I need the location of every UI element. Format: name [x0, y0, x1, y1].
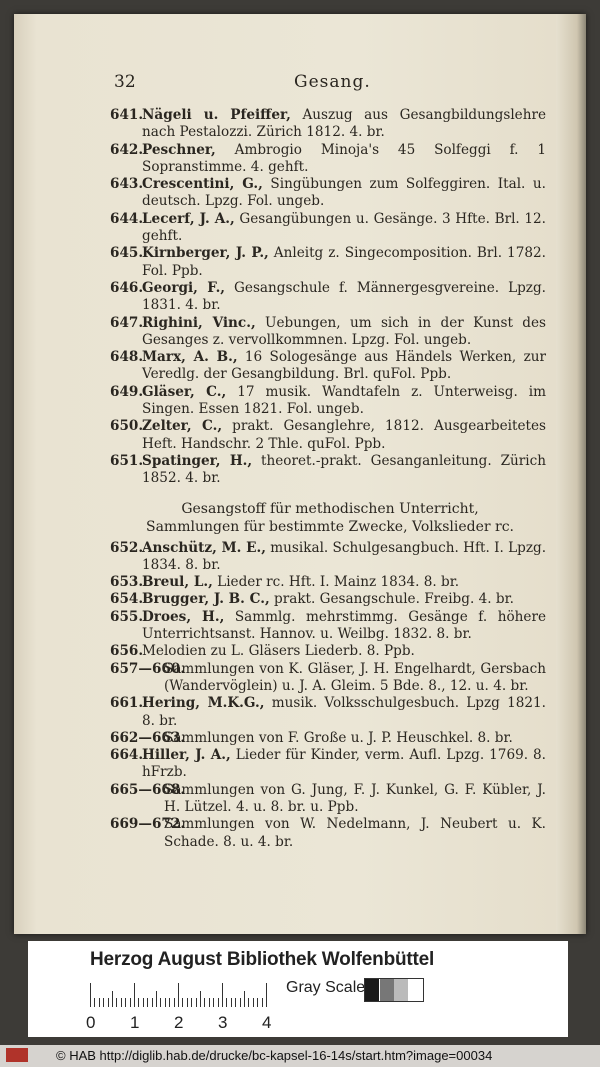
entries-group-b [110, 539, 547, 851]
entry-number: 656. [110, 643, 144, 660]
catalog-entry [110, 608, 546, 644]
library-footer [28, 941, 568, 1037]
entry-author: Droes, H., [142, 608, 225, 625]
entry-author: Lecerf, J. A., [142, 210, 235, 227]
entry-number: 648. [110, 349, 144, 366]
page-edge [556, 14, 586, 934]
entry-author: Spatinger, H., [142, 452, 253, 469]
entry-author: Kirnberger, J. P., [142, 245, 269, 262]
catalog-entry [110, 574, 546, 591]
entry-number: 664. [110, 747, 144, 764]
ruler-tick [174, 998, 175, 1007]
entry-author: Hering, M.K.G., [142, 695, 265, 712]
ruler-tick [257, 998, 258, 1007]
entry-text: Lieder für Kinder, verm. Aufl. Lpzg. 1769. 8. hFrzb. [142, 747, 546, 781]
ruler-tick [134, 983, 135, 1007]
entry-text: 16 Sologesänge aus Händels Werken, zur Veredlg. der Gesangbildung. Brl. quFol. Ppb. [142, 349, 546, 383]
entry-author: Peschner, [142, 141, 216, 158]
ruler-tick [156, 991, 157, 1007]
entry-number: 652. [110, 539, 144, 556]
ruler-label: 0 [86, 1013, 96, 1032]
entry-text: prakt. Gesangschule. Freibg. 4. br. [269, 591, 514, 608]
entry-author: Nägeli u. Pfeiffer, [142, 107, 291, 123]
entry-text: Uebungen, um sich in der Kunst des Gesanges z. vervollkommnen. Lpzg. Fol. ungeb. [142, 314, 546, 348]
entry-number: 657—660. [110, 660, 186, 677]
ruler-tick [226, 998, 227, 1007]
catalog-entry [110, 245, 546, 280]
entry-author: Anschütz, M. E., [142, 539, 266, 556]
catalog-entry [110, 643, 546, 660]
ruler-tick [178, 983, 179, 1007]
catalog-entry [110, 660, 546, 696]
ruler-tick [143, 998, 144, 1007]
catalog-entry [110, 141, 546, 177]
entry-author: Righini, Vinc., [142, 314, 256, 331]
entry-number: 643. [110, 176, 144, 193]
entry-number: 655. [110, 608, 144, 625]
catalog-entry [110, 816, 546, 851]
entry-number: 669—672. [110, 816, 186, 833]
gray-scale-swatches [364, 978, 424, 1002]
entry-text: Gesangschule f. Männergesgvereine. Lpzg. 1831. 4. br. [142, 279, 546, 314]
entry-text: prakt. Gesanglehre, 1812. Ausgearbeitetes Heft. Handschr. 2 Thle. quFol. Ppb. [142, 418, 546, 452]
ruler-tick [235, 998, 236, 1007]
catalog-entry [110, 349, 546, 384]
catalog-entry [110, 418, 546, 453]
ruler-tick [218, 998, 219, 1007]
gray-scale-label: Gray Scale [286, 979, 366, 996]
ruler-tick [169, 998, 170, 1007]
entry-text: theoret.-prakt. Gesanganleitung. Zürich 1852. 4. br. [142, 452, 546, 487]
entry-text: Auszug aus Gesangbildungslehre nach Pestalozzi. Zürich 1812. 4. br. [142, 107, 547, 141]
entry-number: 647. [110, 314, 144, 331]
ruler-tick [187, 998, 188, 1007]
ruler-label: 4 [262, 1013, 272, 1032]
ruler-tick [244, 991, 245, 1007]
ruler-tick [196, 998, 197, 1007]
ruler-tick [160, 998, 161, 1007]
entry-author: Zelter, C., [142, 418, 223, 435]
ruler-tick [266, 983, 267, 1007]
entry-text: Anleitg z. Singecomposition. Brl. 1782. Fol. Ppb. [142, 245, 546, 279]
catalog-entry [110, 210, 546, 246]
ruler-tick [125, 998, 126, 1007]
ruler-tick [248, 998, 249, 1007]
ruler-tick [231, 998, 232, 1007]
entry-author: Hiller, J. A., [142, 747, 231, 764]
entries-group-a [110, 107, 547, 488]
ruler-label: 2 [174, 1013, 184, 1032]
ruler-tick [165, 998, 166, 1007]
ruler-tick [262, 998, 263, 1007]
running-title: Gesang. [294, 72, 371, 92]
entry-text: Sammlungen von W. Nedelmann, J. Neubert u. K. Schade. 8. u. 4. br. [164, 816, 546, 850]
entry-number: 662—663. [110, 729, 186, 746]
ruler-label: 3 [218, 1013, 228, 1032]
catalog-entry [110, 539, 547, 575]
scale-ruler [86, 977, 280, 1032]
ruler-tick [191, 998, 192, 1007]
ruler-tick [108, 998, 109, 1007]
catalog-entry [110, 747, 546, 782]
catalog-entry [110, 383, 546, 419]
section-heading [104, 500, 556, 536]
entry-text: 17 musik. Wandtafeln z. Unterweisg. im Singen. Essen 1821. Fol. ungeb. [142, 383, 546, 418]
page-number: 32 [114, 72, 136, 92]
ruler-tick [90, 983, 91, 1007]
entry-text: Sammlungen von G. Jung, F. J. Kunkel, G. F. Kübler, J. H. Lützel. 4. u. 8. br. u. Ppb. [164, 781, 546, 815]
catalog-entry [110, 176, 546, 211]
entry-number: 651. [110, 452, 144, 469]
ruler-tick [99, 998, 100, 1007]
entry-number: 665—668. [110, 781, 186, 798]
ruler-tick [112, 991, 113, 1007]
ruler-label: 1 [130, 1013, 140, 1032]
entry-number: 654. [110, 591, 144, 608]
status-bar [0, 1045, 600, 1067]
ruler-tick [240, 998, 241, 1007]
entry-text: Sammlungen von F. Große u. J. P. Heuschkel. 8. br. [164, 729, 513, 746]
ruler-tick [116, 998, 117, 1007]
ruler-tick [103, 998, 104, 1007]
entry-number: 653. [110, 574, 144, 591]
gray-swatch [380, 979, 394, 1001]
entry-author: Crescentini, G., [142, 176, 263, 193]
ruler-tick [138, 998, 139, 1007]
entry-number: 649. [110, 383, 144, 400]
ruler-tick [200, 991, 201, 1007]
ruler-tick [222, 983, 223, 1007]
ruler-tick [213, 998, 214, 1007]
entry-author: Gläser, C., [142, 383, 227, 400]
catalog-entry [110, 695, 546, 730]
entry-number: 642. [110, 141, 144, 158]
entry-number: 650. [110, 418, 144, 435]
ruler-tick [152, 998, 153, 1007]
gray-swatch [394, 979, 408, 1001]
entry-text: musikal. Schulgesangbuch. Hft. I. Lpzg. 1834. 8. br. [142, 539, 547, 573]
ruler-tick [204, 998, 205, 1007]
copyright-url: © HAB http://diglib.hab.de/drucke/bc-kapsel-16-14s/start.htm?image=00034 [56, 1048, 493, 1063]
entry-text: Lieder rc. Hft. I. Mainz 1834. 8. br. [212, 574, 460, 591]
entry-text: Singübungen zum Solfeggiren. Ital. u. deutsch. Lpzg. Fol. ungeb. [142, 176, 546, 210]
entry-text: Melodien zu L. Gläsers Liederb. 8. Ppb. [142, 643, 415, 660]
ruler-tick [253, 998, 254, 1007]
section-heading-line-1: Gesangstoff für methodischen Unterricht, [181, 500, 479, 517]
hab-logo-icon [6, 1048, 28, 1062]
catalog-list [110, 107, 547, 851]
entry-author: Brugger, J. B. C., [142, 591, 270, 608]
institution-name: Herzog August Bibliothek Wolfenbüttel [90, 949, 435, 970]
ruler-tick [94, 998, 95, 1007]
catalog-entry [110, 591, 546, 608]
catalog-entry [110, 781, 546, 817]
entry-number: 644. [110, 210, 144, 227]
section-heading-line-2: Sammlungen für bestimmte Zwecke, Volkslieder rc. [145, 518, 515, 535]
entry-author: Georgi, F., [142, 279, 226, 296]
entry-number: 645. [110, 245, 144, 262]
entry-text: Sammlg. mehrstimmg. Gesänge f. höhere Unterrichtsanst. Hannov. u. Weilbg. 1832. 8. br. [142, 608, 546, 643]
entry-text: musik. Volksschulgesbuch. Lpzg 1821. 8. br. [142, 695, 546, 729]
ruler-tick [182, 998, 183, 1007]
entry-number: 641. [110, 107, 144, 123]
catalog-entry [110, 729, 546, 747]
catalog-entry [110, 314, 546, 350]
entry-text: Gesangübungen u. Gesänge. 3 Hfte. Brl. 12. gehft. [142, 210, 546, 245]
ruler-tick [130, 998, 131, 1007]
entry-author: Marx, A. B., [142, 349, 238, 366]
catalog-entry [110, 107, 547, 142]
entry-text: Sammlungen von K. Gläser, J. H. Engelhardt, Gersbach (Wandervöglein) u. J. A. Gleim. 5 Bde. 8., 12. u. 4. br. [164, 660, 546, 694]
catalog-entry [110, 452, 546, 488]
entry-author: Breul, L., [142, 574, 213, 591]
ruler-tick [121, 998, 122, 1007]
entry-text: Ambrogio Minoja's 45 Solfeggi f. 1 Sopranstimme. 4. gehft. [142, 141, 546, 175]
entry-number: 661. [110, 695, 144, 712]
catalog-entry [110, 279, 546, 315]
ruler-tick [147, 998, 148, 1007]
gray-swatch [409, 979, 423, 1001]
ruler-tick [209, 998, 210, 1007]
entry-number: 646. [110, 279, 144, 296]
gray-swatch [365, 979, 379, 1001]
